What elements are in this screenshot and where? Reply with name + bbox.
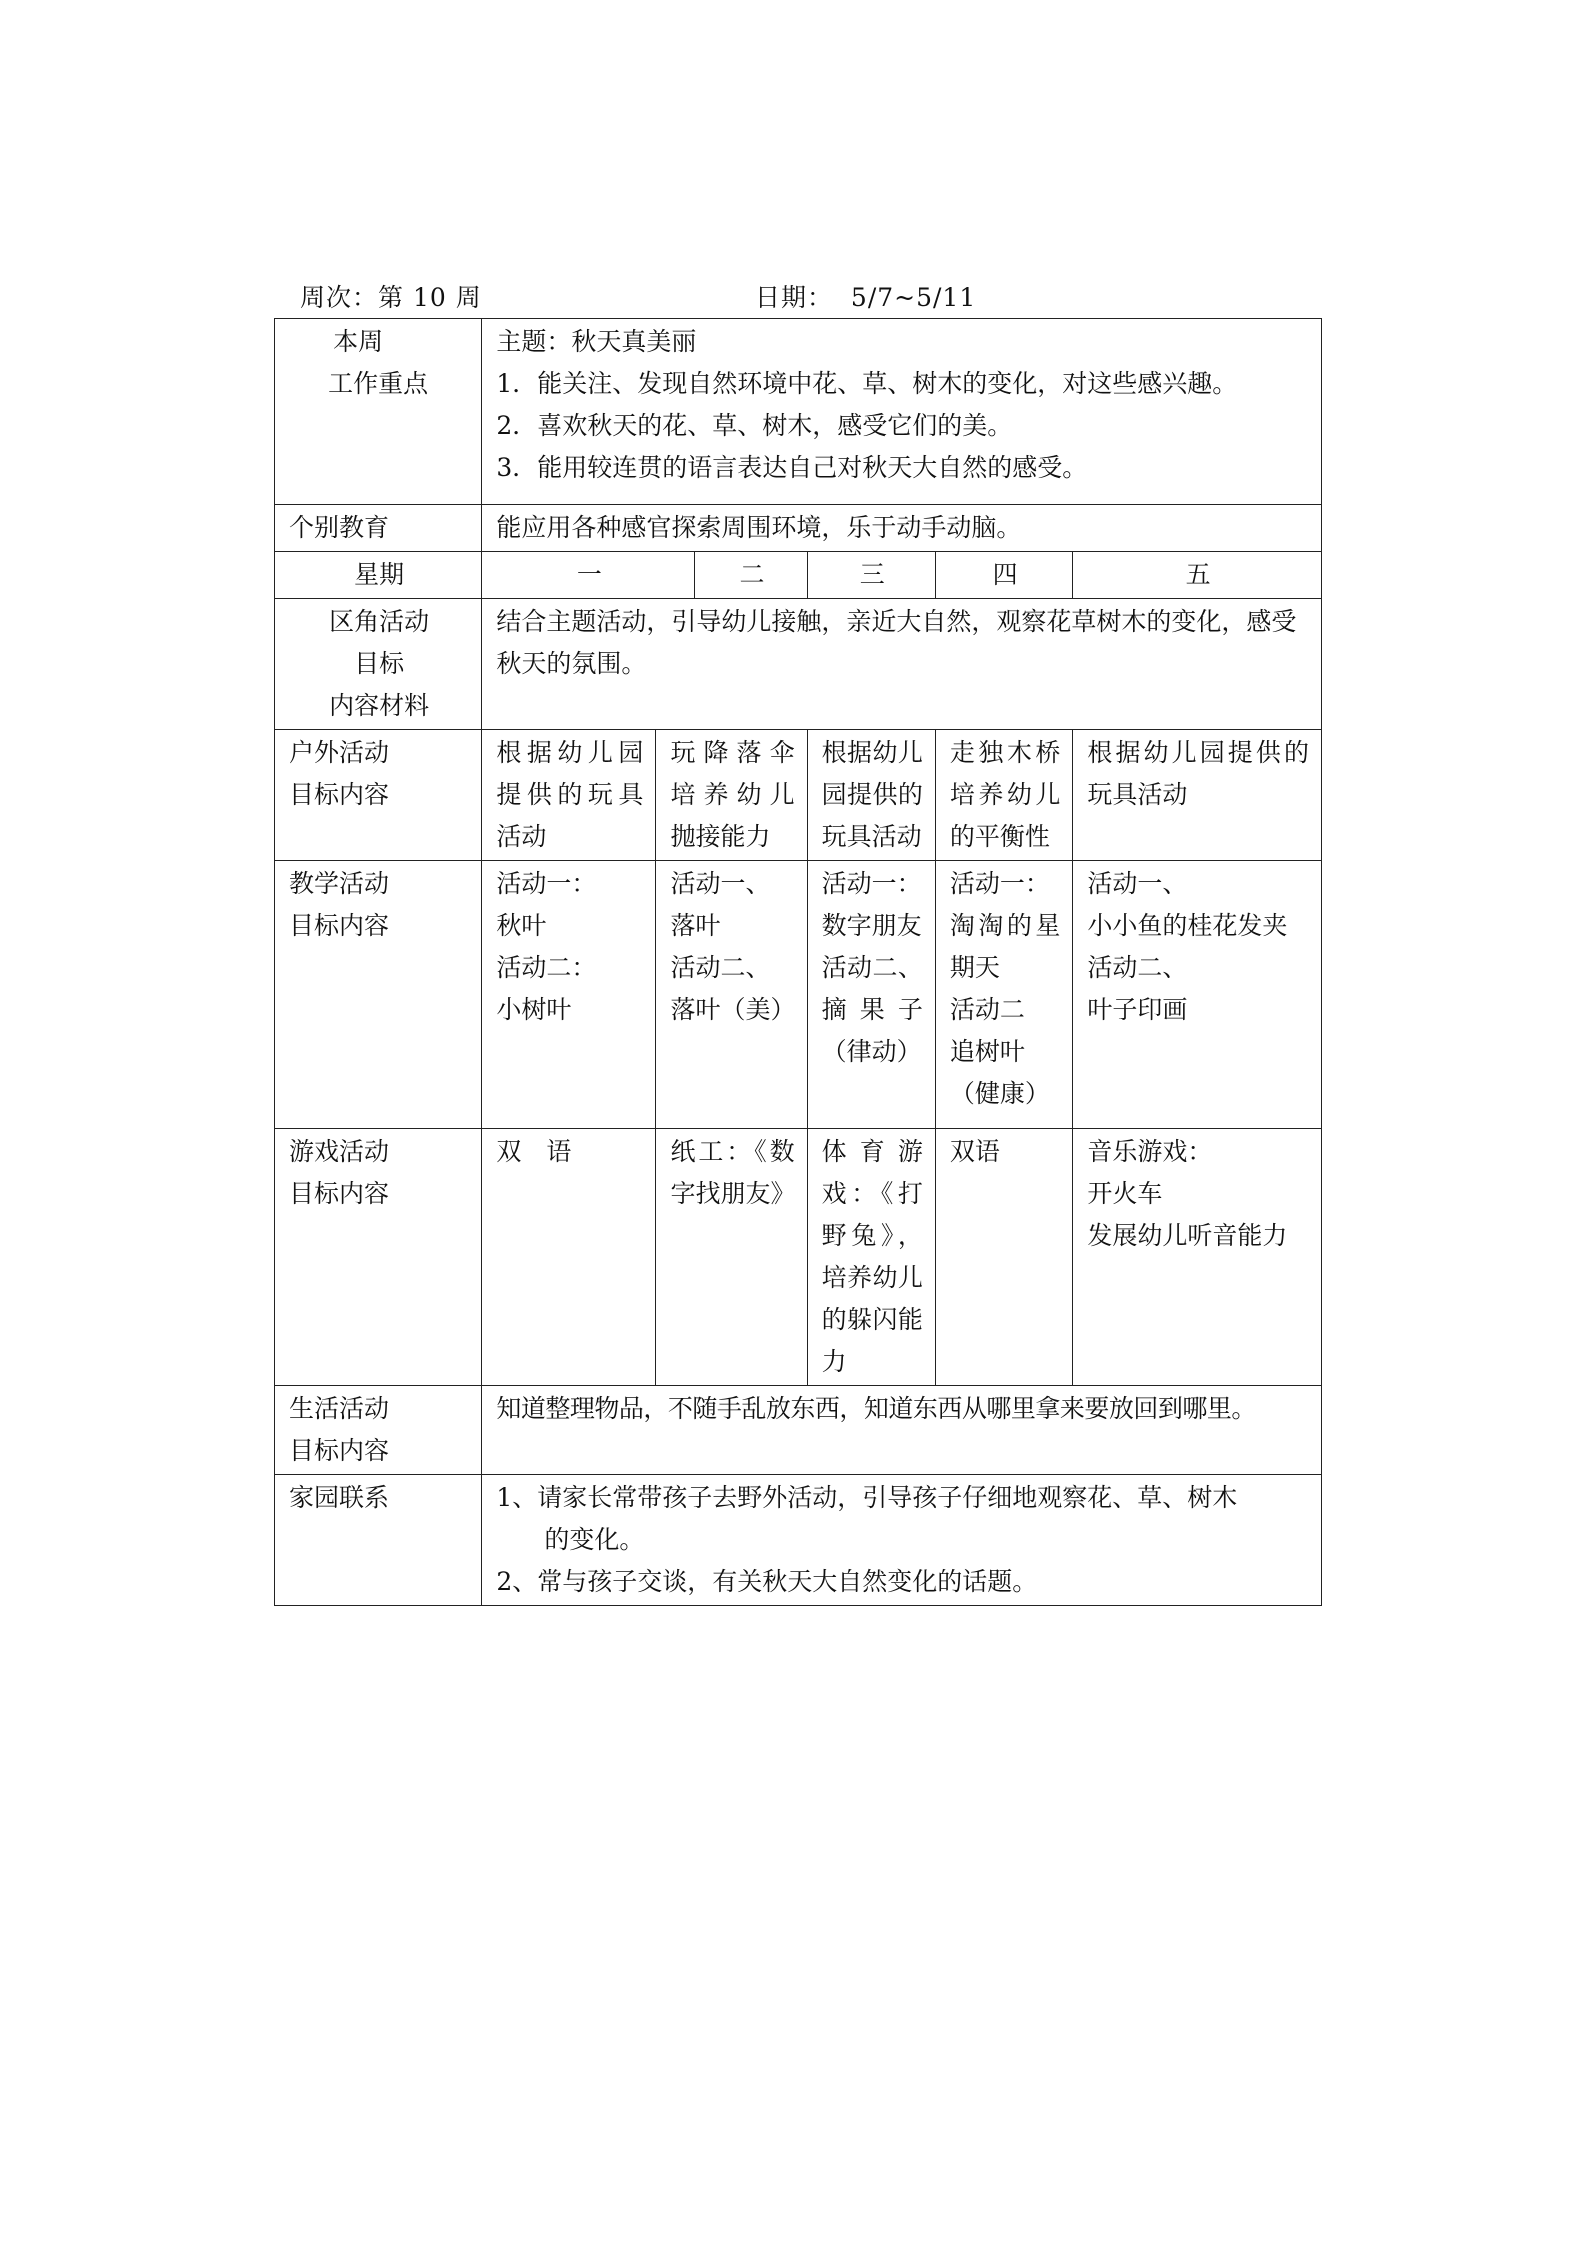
individual-education-content: 能应用各种感官探索周围环境，乐于动手动脑。 bbox=[482, 505, 1322, 552]
outdoor-cell-thu: 走独木桥培养幼儿的平衡性 bbox=[935, 730, 1072, 861]
outdoor-cell-fri: 根据幼儿园提供的玩具活动 bbox=[1073, 730, 1322, 861]
theme-text: 主题：秋天真美丽 bbox=[496, 327, 697, 356]
row-life-activity bbox=[275, 1386, 1322, 1475]
row-corner-activity bbox=[275, 599, 1322, 730]
teaching-cell-mon: 活动一： 秋叶 活动二： 小树叶 bbox=[482, 861, 656, 1129]
row-teaching-activity bbox=[275, 861, 1322, 1129]
weekday-fri: 五 bbox=[1073, 552, 1322, 599]
home-contact-item-continued: 的变化。 bbox=[544, 1525, 645, 1554]
goal-item: 2．喜欢秋天的花、草、树木，感受它们的美。 bbox=[496, 411, 1013, 440]
goal-item: 3．能用较连贯的语言表达自己对秋天大自然的感受。 bbox=[496, 453, 1088, 482]
row-individual-education bbox=[275, 505, 1322, 552]
life-activity-content: 知道整理物品，不随手乱放东西，知道东西从哪里拿来要放回到哪里。 bbox=[482, 1386, 1322, 1475]
game-activity-label: 游戏活动 目标内容 bbox=[275, 1129, 482, 1386]
date-label: 日期： bbox=[755, 283, 834, 312]
corner-activity-content: 结合主题活动，引导幼儿接触，亲近大自然，观察花草树木的变化，感受秋天的氛围。 bbox=[482, 599, 1322, 730]
date-info bbox=[755, 278, 976, 314]
outdoor-cell-tue: 玩降落伞培养幼儿抛接能力 bbox=[656, 730, 807, 861]
game-cell-fri: 音乐游戏： 开火车 发展幼儿听音能力 bbox=[1073, 1129, 1322, 1386]
goal-item: 1．能关注、发现自然环境中花、草、树木的变化，对这些感兴趣。 bbox=[496, 369, 1238, 398]
teaching-cell-wed: 活动一： 数字朋友 活动二、摘果子（律动） bbox=[807, 861, 935, 1129]
individual-education-label: 个别教育 bbox=[275, 505, 482, 552]
outdoor-activity-label: 户外活动 目标内容 bbox=[275, 730, 482, 861]
home-contact-item: 2、常与孩子交谈，有关秋天大自然变化的话题。 bbox=[496, 1567, 1038, 1596]
outdoor-cell-wed: 根据幼儿园提供的玩具活动 bbox=[807, 730, 935, 861]
outdoor-cell-mon: 根据幼儿园提供的玩具活动 bbox=[482, 730, 656, 861]
home-contact-content bbox=[482, 1475, 1322, 1606]
weekly-focus-content bbox=[482, 319, 1322, 505]
game-cell-thu: 双语 bbox=[935, 1129, 1072, 1386]
teaching-cell-fri: 活动一、 小小鱼的桂花发夹 活动二、 叶子印画 bbox=[1073, 861, 1322, 1129]
home-contact-item: 1、请家长常带孩子去野外活动，引导孩子仔细地观察花、草、树木 bbox=[496, 1483, 1238, 1512]
page-header bbox=[300, 278, 977, 314]
row-weekdays bbox=[275, 552, 1322, 599]
weekly-plan-table bbox=[274, 318, 1322, 1606]
week-label: 周次：第 10 周 bbox=[300, 283, 482, 312]
home-contact-label: 家园联系 bbox=[275, 1475, 482, 1606]
row-outdoor-activity bbox=[275, 730, 1322, 861]
corner-activity-label: 区角活动 目标 内容材料 bbox=[275, 599, 482, 730]
weekday-label: 星期 bbox=[275, 552, 482, 599]
weekday-tue: 二 bbox=[695, 552, 807, 599]
life-activity-label: 生活活动 目标内容 bbox=[275, 1386, 482, 1475]
teaching-cell-tue: 活动一、 落叶 活动二、 落叶（美） bbox=[656, 861, 807, 1129]
weekday-mon: 一 bbox=[482, 552, 695, 599]
row-home-contact bbox=[275, 1475, 1322, 1606]
row-game-activity bbox=[275, 1129, 1322, 1386]
row-weekly-focus bbox=[275, 319, 1322, 505]
teaching-activity-label: 教学活动 目标内容 bbox=[275, 861, 482, 1129]
teaching-cell-thu: 活动一： 淘淘的星期天 活动二 追树叶 （健康） bbox=[935, 861, 1072, 1129]
date-value: 5/7~5/11 bbox=[850, 283, 977, 312]
game-cell-mon: 双 语 bbox=[482, 1129, 656, 1386]
weekday-wed: 三 bbox=[807, 552, 935, 599]
game-cell-tue: 纸工：《数字找朋友》 bbox=[656, 1129, 807, 1386]
game-cell-wed: 体育游戏：《打野兔》，培养幼儿的躲闪能力 bbox=[807, 1129, 935, 1386]
weekly-focus-label: 本周 工作重点 bbox=[275, 319, 482, 505]
weekday-thu: 四 bbox=[935, 552, 1072, 599]
